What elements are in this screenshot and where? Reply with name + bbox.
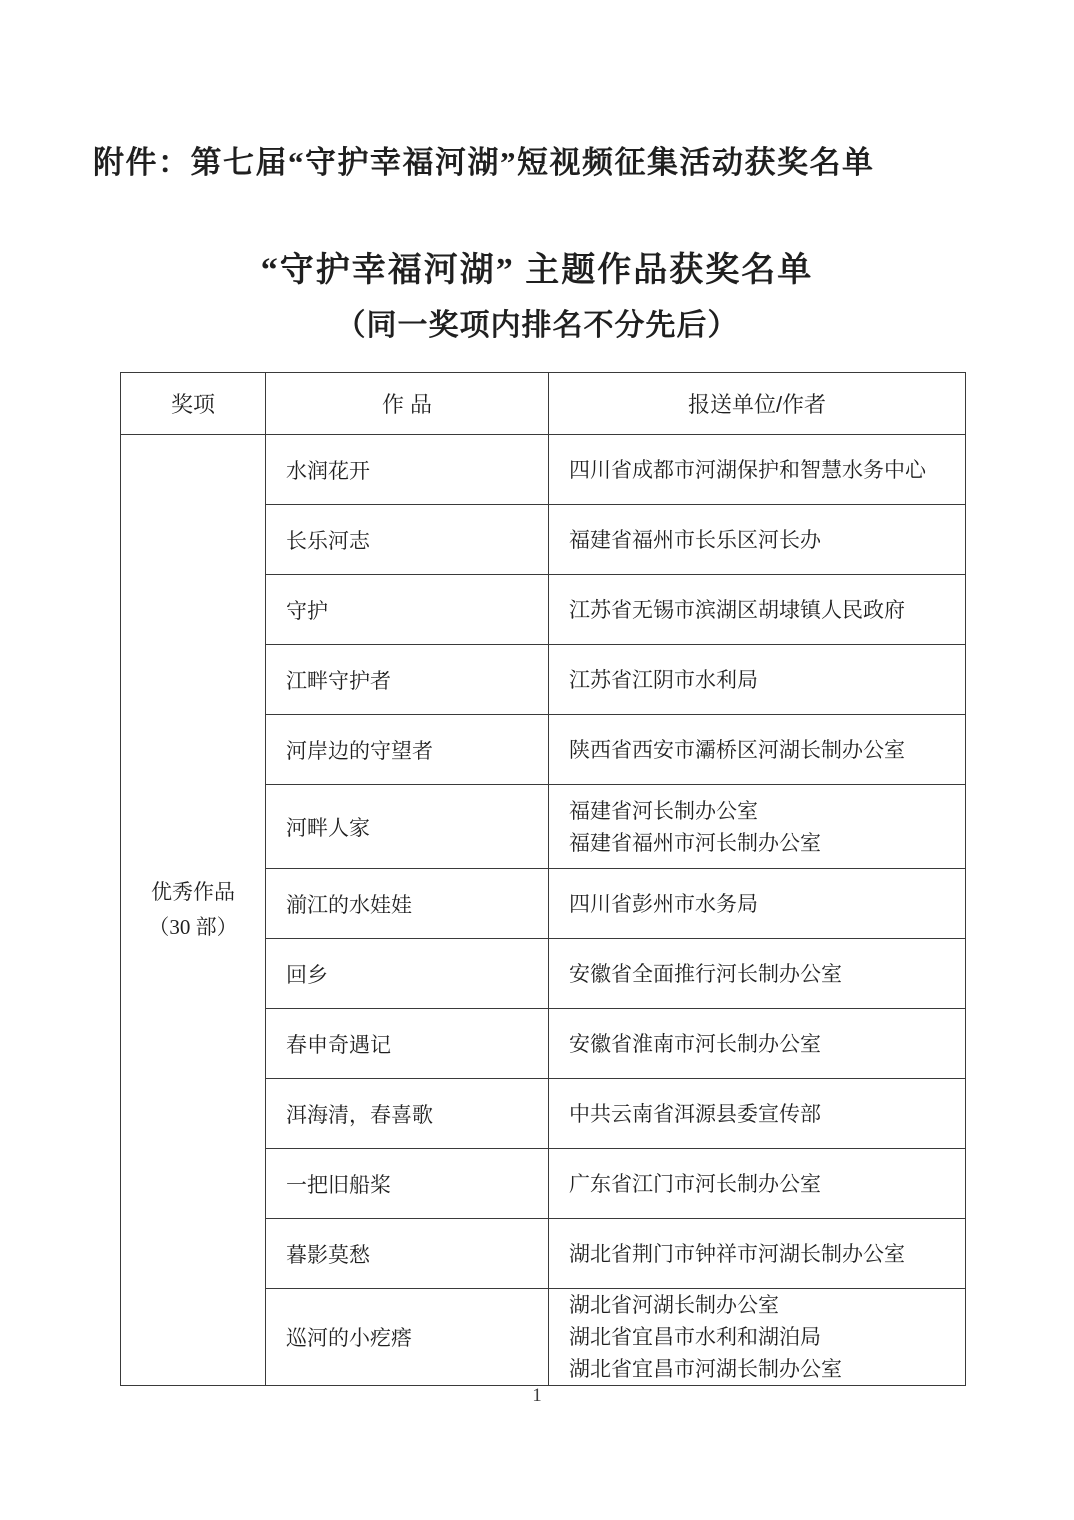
submitting-unit <box>549 869 966 939</box>
submitting-unit <box>549 575 966 645</box>
unit-line: 福建省河长制办公室 <box>569 798 758 823</box>
attachment-title: 附件：第七届“守护幸福河湖”短视频征集活动获奖名单 <box>93 145 875 180</box>
work-title: 守护 <box>266 575 549 645</box>
table-row <box>121 435 966 505</box>
work-title: 长乐河志 <box>266 505 549 575</box>
unit-line: 广东省江门市河长制办公室 <box>569 1171 821 1196</box>
unit-line: 安徽省淮南市河长制办公室 <box>569 1031 821 1056</box>
submitting-unit <box>549 1009 966 1079</box>
submitting-unit <box>549 1149 966 1219</box>
column-header-unit: 报送单位/作者 <box>549 373 966 435</box>
awards-table-header <box>121 373 966 435</box>
work-title: 一把旧船桨 <box>266 1149 549 1219</box>
work-title: 江畔守护者 <box>266 645 549 715</box>
work-title: 湔江的水娃娃 <box>266 869 549 939</box>
unit-line: 江苏省江阴市水利局 <box>569 667 758 692</box>
submitting-unit <box>549 505 966 575</box>
work-title: 河岸边的守望者 <box>266 715 549 785</box>
unit-line: 福建省福州市河长制办公室 <box>569 830 821 855</box>
submitting-unit <box>549 785 966 869</box>
work-title: 回乡 <box>266 939 549 1009</box>
submitting-unit <box>549 715 966 785</box>
awards-table <box>120 372 966 1386</box>
submitting-unit <box>549 645 966 715</box>
unit-line: 湖北省宜昌市河湖长制办公室 <box>569 1357 842 1381</box>
unit-line: 四川省成都市河湖保护和智慧水务中心 <box>569 457 926 482</box>
unit-line: 湖北省荆门市钟祥市河湖长制办公室 <box>569 1241 905 1266</box>
unit-line: 湖北省河湖长制办公室 <box>569 1293 779 1317</box>
subtitle: （同一奖项内排名不分先后） <box>335 309 739 342</box>
unit-line: 中共云南省洱源县委宣传部 <box>569 1101 821 1126</box>
page-number: 1 <box>532 1385 542 1406</box>
submitting-unit <box>549 435 966 505</box>
unit-line: 陕西省西安市灞桥区河湖长制办公室 <box>569 737 905 762</box>
submitting-unit <box>549 1289 966 1386</box>
work-title: 洱海清，春喜歌 <box>266 1079 549 1149</box>
unit-line: 江苏省无锡市滨湖区胡埭镇人民政府 <box>569 597 905 622</box>
work-title: 春申奇遇记 <box>266 1009 549 1079</box>
work-title: 巡河的小疙瘩 <box>266 1289 549 1386</box>
unit-line: 四川省彭州市水务局 <box>569 891 758 916</box>
work-title: 水润花开 <box>266 435 549 505</box>
submitting-unit <box>549 1079 966 1149</box>
column-header-work: 作 品 <box>266 373 549 435</box>
main-title: “守护幸福河湖” 主题作品获奖名单 <box>260 252 814 289</box>
unit-line: 湖北省宜昌市水利和湖泊局 <box>569 1325 821 1349</box>
column-header-award: 奖项 <box>121 373 266 435</box>
award-category-cell <box>121 435 266 1386</box>
unit-line: 安徽省全面推行河长制办公室 <box>569 961 842 986</box>
unit-line: 福建省福州市长乐区河长办 <box>569 527 821 552</box>
header-row <box>121 373 966 435</box>
submitting-unit <box>549 1219 966 1289</box>
award-category-line1: 优秀作品 <box>151 880 235 904</box>
award-category-line2: （30 部） <box>148 915 238 939</box>
work-title: 暮影莫愁 <box>266 1219 549 1289</box>
work-title: 河畔人家 <box>266 785 549 869</box>
submitting-unit <box>549 939 966 1009</box>
awards-table-body <box>121 435 966 1386</box>
